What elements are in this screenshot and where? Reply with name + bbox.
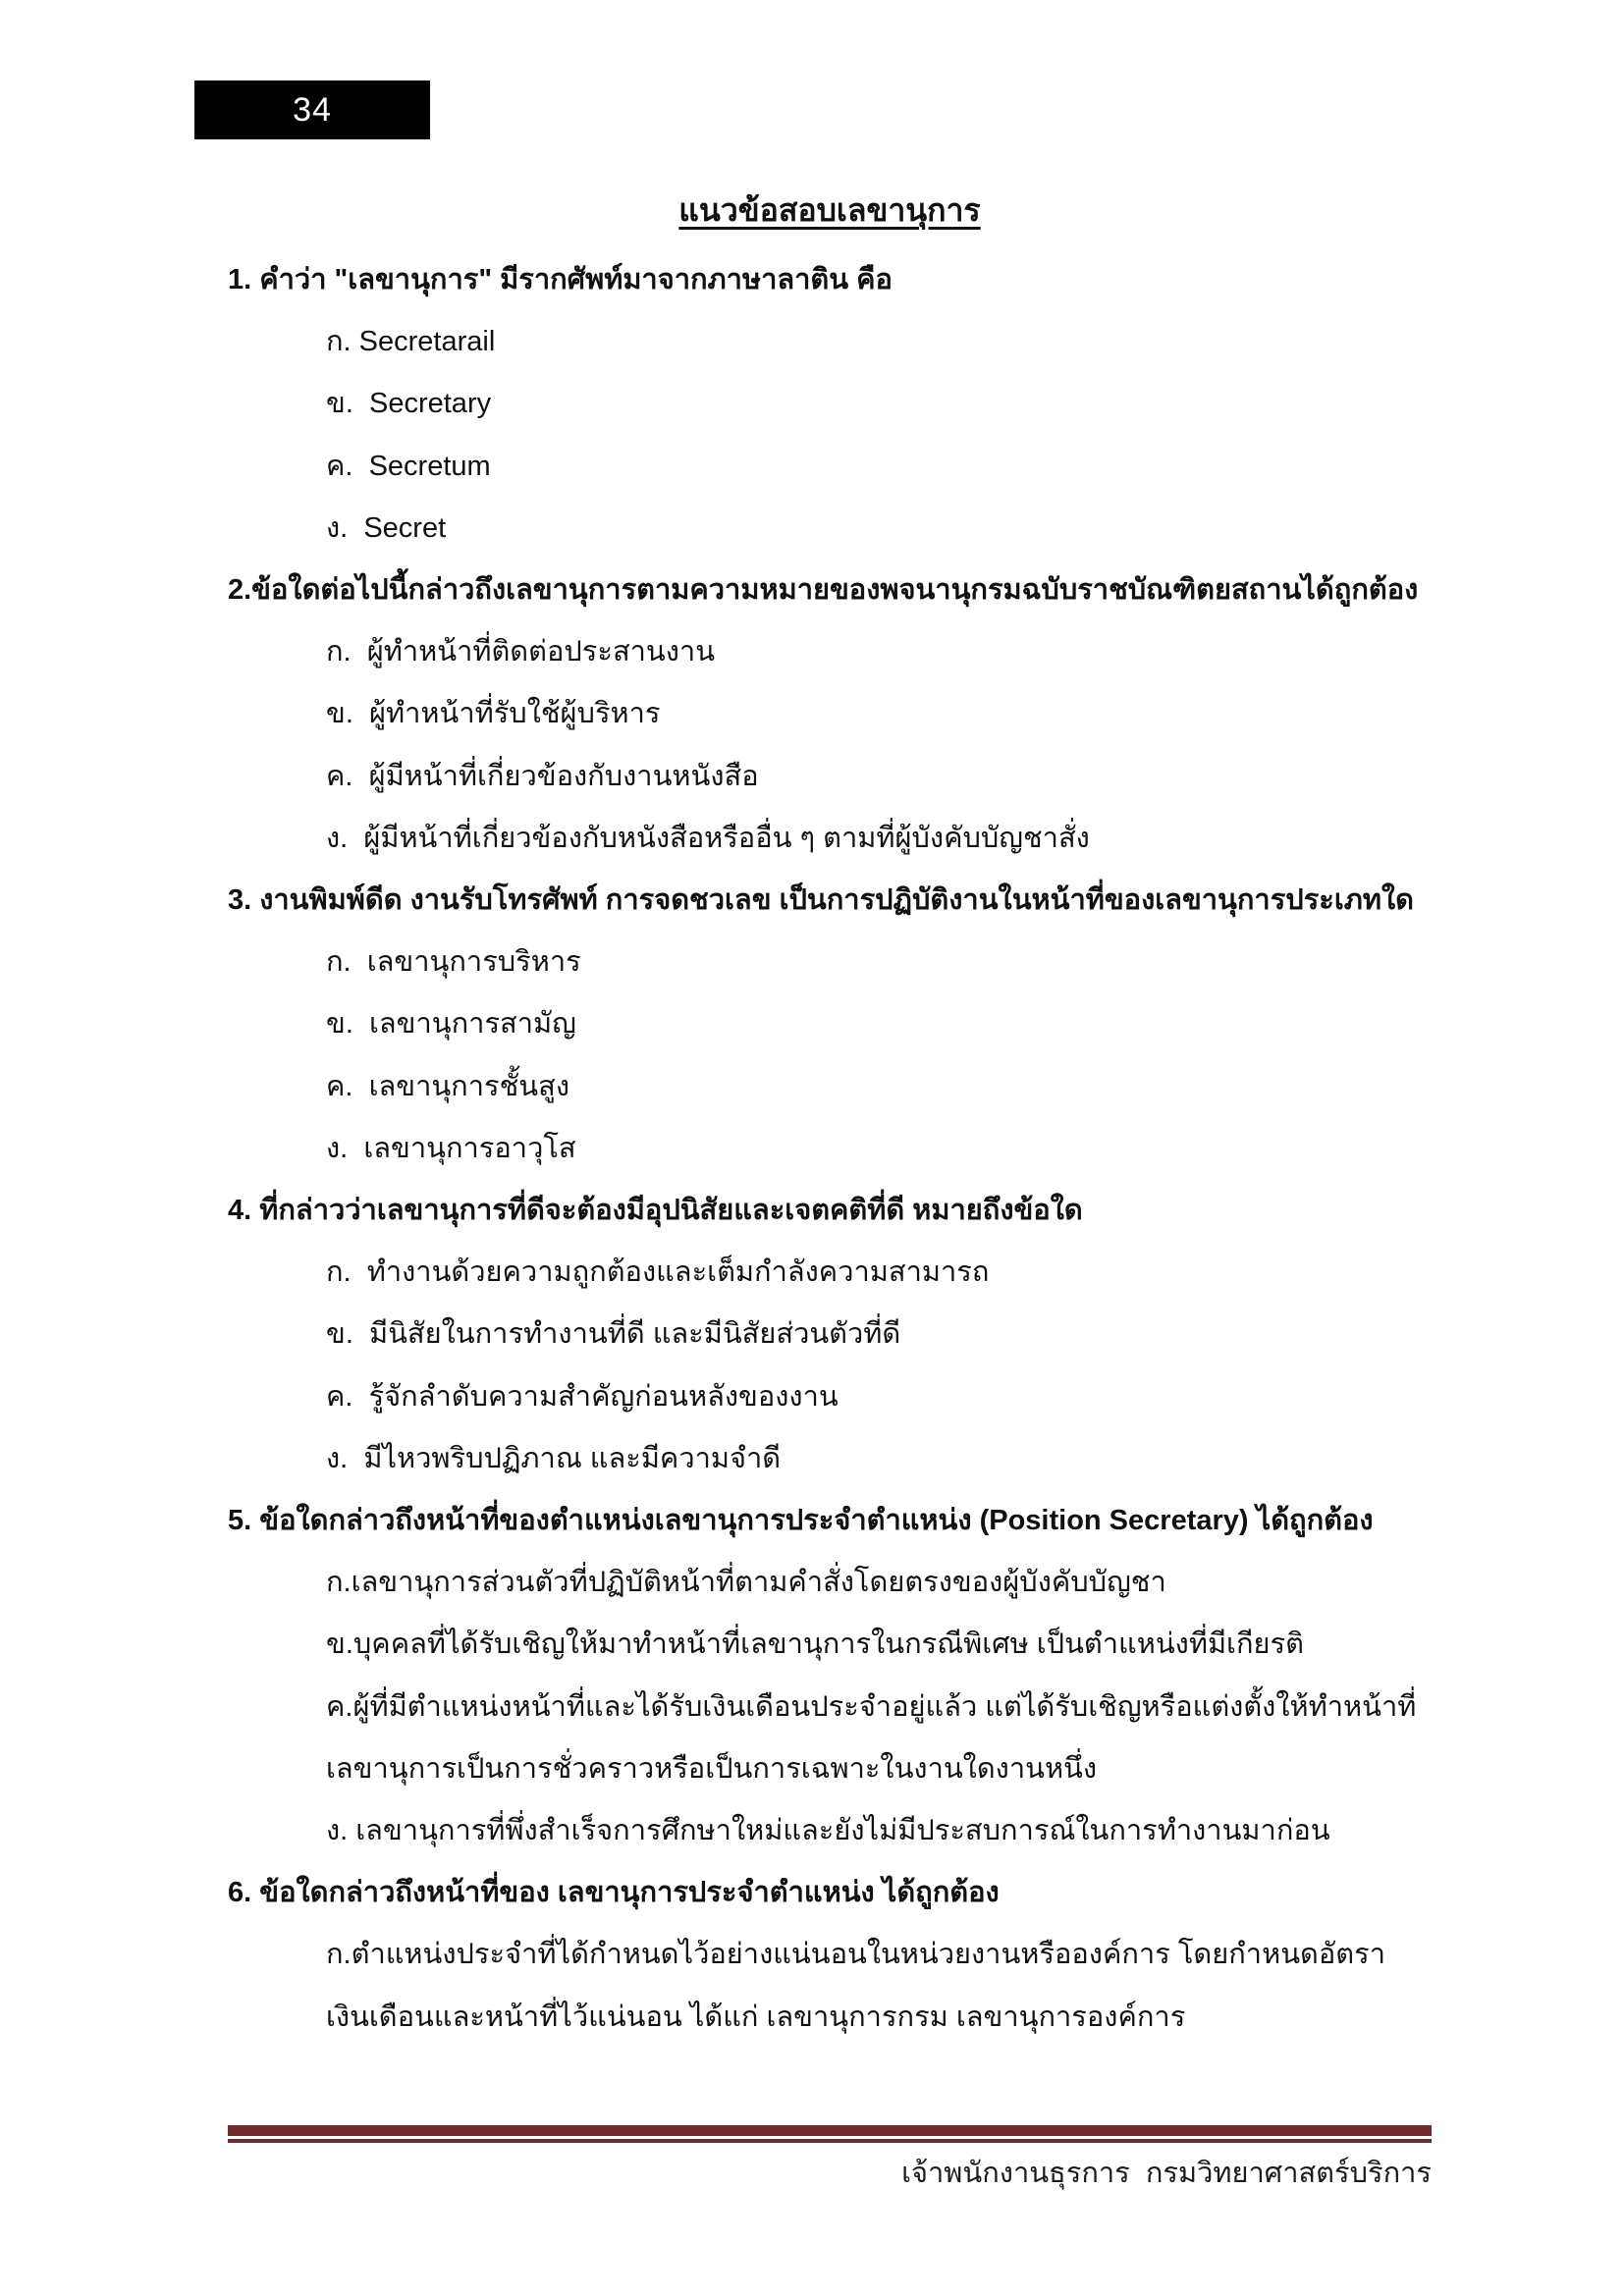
question-2-text: 2.ข้อใดต่อไปนี้กล่าวถึงเลขานุการตามความหมายของพจนานุกรมฉบับราชบัณฑิตยสถานได้ถูกต้อง — [228, 574, 1419, 607]
question-5-option-d: ง. เลขานุการที่พึ่งสำเร็จการศึกษาใหม่และยังไม่มีประสบการณ์ในการทำงานมาก่อน — [326, 1815, 1330, 1847]
question-2-option-b: ข. ผู้ทำหน้าที่รับใช้ผู้บริหาร — [326, 698, 661, 730]
footer-credit: เจ้าพนักงานธุรการ กรมวิทยาศาสตร์บริการ — [901, 2158, 1432, 2189]
question-3-option-d: ง. เลขานุการอาวุโส — [326, 1132, 576, 1164]
question-3-option-b: ข. เลขานุการสามัญ — [326, 1008, 576, 1041]
question-1-option-d: ง. Secret — [326, 511, 447, 544]
footer-rule-thick-bar — [228, 2125, 1432, 2136]
page-title: แนวข้อสอบเลขานุการ — [678, 192, 981, 228]
question-3-option-a: ก. เลขานุการบริหาร — [326, 946, 581, 979]
question-5-option-a: ก.เลขานุการส่วนตัวที่ปฏิบัติหน้าที่ตามคำสั่งโดยตรงของผู้บังคับบัญชา — [326, 1567, 1166, 1599]
question-6-text: 6. ข้อใดกล่าวถึงหน้าที่ของ เลขานุการประจำตำแหน่ง ได้ถูกต้อง — [228, 1877, 1000, 1909]
question-2-option-c: ค. ผู้มีหน้าที่เกี่ยวข้องกับงานหนังสือ — [326, 760, 759, 792]
question-4-option-d: ง. มีไหวพริบปฏิภาณ และมีความจำดี — [326, 1442, 782, 1474]
question-4-option-a: ก. ทำงานด้วยความถูกต้องและเต็มกำลังความสามารถ — [326, 1256, 990, 1289]
footer-rule — [228, 2125, 1432, 2143]
question-5-option-c: ค.ผู้ที่มีตำแหน่งหน้าที่และได้รับเงินเดือนประจำอยู่แล้ว แต่ได้รับเชิญหรือแต่งตั้งให้ทำหน้าที่ — [326, 1690, 1417, 1723]
question-6-option-a: ก.ตำแหน่งประจำที่ได้กำหนดไว้อย่างแน่นอนในหน่วยงานหรือองค์การ โดยกำหนดอัตรา — [326, 1939, 1385, 1971]
question-4-option-c: ค. รู้จักลำดับความสำคัญก่อนหลังของงาน — [326, 1380, 839, 1413]
question-1-option-a: ก. Secretarail — [326, 326, 496, 358]
question-5-option-c-continuation: เลขานุการเป็นการชั่วคราวหรือเป็นการเฉพาะในงานใดงานหนึ่ง — [326, 1752, 1098, 1785]
footer-rule-thin-bar — [228, 2139, 1432, 2143]
question-6-option-a-continuation: เงินเดือนและหน้าที่ไว้แน่นอน ได้แก่ เลขานุการกรม เลขานุการองค์การ — [326, 2001, 1186, 2033]
question-5-option-b: ข.บุคคลที่ได้รับเชิญให้มาทำหน้าที่เลขานุการในกรณีพิเศษ เป็นตำแหน่งที่มีเกียรติ — [326, 1629, 1304, 1661]
question-1-option-b: ข. Secretary — [326, 388, 492, 420]
question-2-option-d: ง. ผู้มีหน้าที่เกี่ยวข้องกับหนังสือหรืออื่น ๆ ตามที่ผู้บังคับบัญชาสั่ง — [326, 822, 1090, 854]
question-1-text: 1. คำว่า "เลขานุการ" มีรากศัพท์มาจากภาษาลาติน คือ — [228, 264, 893, 295]
page-number: 34 — [293, 90, 332, 129]
questions-list — [228, 249, 1435, 2049]
page-number-badge — [194, 80, 430, 139]
question-3-option-c: ค. เลขานุการชั้นสูง — [326, 1070, 569, 1102]
question-1-option-c: ค. Secretum — [326, 450, 491, 482]
question-4-option-b: ข. มีนิสัยในการทำงานที่ดี และมีนิสัยส่วนตัวที่ดี — [326, 1318, 901, 1351]
question-4-text: 4. ที่กล่าวว่าเลขานุการที่ดีจะต้องมีอุปนิสัยและเจตคติที่ดี หมายถึงข้อใด — [228, 1195, 1083, 1227]
question-5-text: 5. ข้อใดกล่าวถึงหน้าที่ของตำแหน่งเลขานุการประจำตำแหน่ง (Position Secretary) ได้ถูกต้อง — [228, 1505, 1374, 1537]
question-3-text: 3. งานพิมพ์ดีด งานรับโทรศัพท์ การจดชวเลข เป็นการปฏิบัติงานในหน้าที่ของเลขานุการประเภทใด — [228, 884, 1414, 917]
question-2-option-a: ก. ผู้ทำหน้าที่ติดต่อประสานงาน — [326, 636, 716, 668]
